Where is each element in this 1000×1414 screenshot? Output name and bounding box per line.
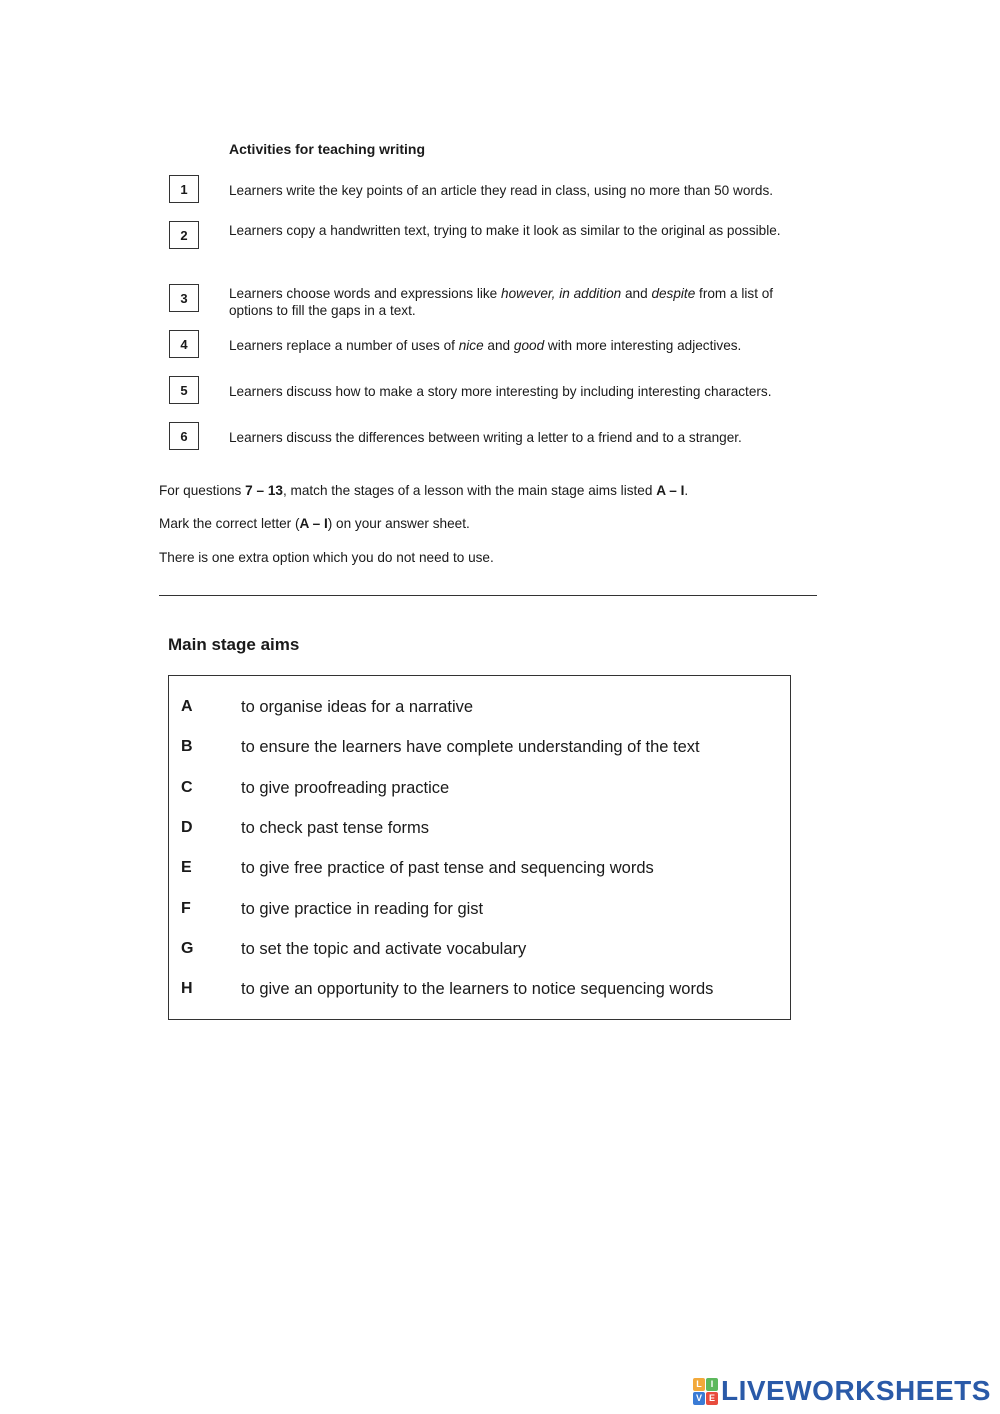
aim-row [169,738,790,762]
logo-mark-tile: L [693,1378,705,1391]
aim-row [169,940,790,964]
aim-row [169,779,790,803]
text-segment: For questions [159,483,246,498]
aim-letter: B [181,738,193,756]
liveworksheets-logo-icon [693,1378,717,1404]
activity-text [229,429,814,446]
liveworksheets-logo [693,1374,991,1408]
text-segment: and [483,338,514,353]
aim-letter: D [181,818,193,836]
activity-number: 4 [169,330,199,358]
activity-number: 2 [169,221,199,249]
text-segment: 7 – 13 [245,483,283,498]
aim-text: to give proofreading practice [241,778,450,797]
text-segment: . [684,483,689,498]
text-segment: Mark the correct letter ( [159,516,300,531]
text-segment: despite [651,286,696,301]
aim-letter: E [181,859,192,877]
aim-letter: A [181,698,193,715]
aim-text: to organise ideas for a narrative [241,698,474,716]
instruction-line [159,550,494,565]
logo-text: LIVEWORKSHEETS [721,1375,991,1406]
activity-text [229,383,814,400]
text-segment: A – I [656,483,685,498]
activity-number: 5 [169,376,199,404]
text-segment: and [621,286,652,301]
text-segment: Learners discuss the differences between writing a letter to a friend and to a stranger. [229,430,742,445]
activity-number: 3 [169,284,199,312]
text-segment: There is one extra option which you do not need to use. [159,550,494,565]
aim-row [169,980,790,1004]
aim-row [169,698,790,722]
text-segment: good [513,338,545,353]
text-segment: A – I [299,516,328,531]
activity-text [229,182,814,199]
text-segment: nice [458,338,484,353]
aim-text: to give practice in reading for gist [241,899,484,918]
aim-row [169,819,790,843]
aim-letter: H [181,980,193,998]
text-segment: , match the stages of a lesson with the main stage aims listed [282,483,657,498]
divider [159,595,817,596]
logo-mark-tile: I [706,1378,718,1391]
text-segment: from a list of options to fill the gaps in a text. [229,286,774,318]
logo-mark-tile: V [693,1392,705,1405]
text-segment: Learners copy a handwritten text, trying to make it look as similar to the original as possible. [229,223,781,238]
aim-text: to give free practice of past tense and sequencing words [241,859,654,878]
aim-text: to ensure the learners have complete understanding of the text [241,738,700,757]
text-segment: however, in addition [501,286,622,301]
instruction-line [159,516,470,531]
instruction-line [159,483,688,498]
logo-mark-tile: E [706,1392,718,1405]
text-segment: with more interesting adjectives. [544,338,742,353]
aim-text: to check past tense forms [241,818,430,837]
aim-row [169,859,790,883]
text-segment: Learners replace a number of uses of [229,338,459,353]
aim-row [169,900,790,924]
aims-table [168,675,791,1020]
aims-title: Main stage aims [168,635,300,654]
text-segment: Learners discuss how to make a story more interesting by including interesting characters. [229,384,772,399]
activity-text [229,222,814,239]
aim-letter: G [181,939,194,957]
text-segment: Learners choose words and expressions like [229,286,502,301]
text-segment: ) on your answer sheet. [327,516,470,531]
activity-text [229,337,814,354]
aim-letter: F [181,899,191,917]
aim-letter: C [181,778,193,796]
aim-text: to give an opportunity to the learners to notice sequencing words [241,980,714,999]
text-segment: Learners write the key points of an article they read in class, using no more than 50 words. [229,183,774,198]
aim-text: to set the topic and activate vocabulary [241,939,527,958]
activity-number: 6 [169,422,199,450]
activity-number: 1 [169,175,199,203]
activity-text [229,285,814,319]
activities-title: Activities for teaching writing [229,141,426,157]
